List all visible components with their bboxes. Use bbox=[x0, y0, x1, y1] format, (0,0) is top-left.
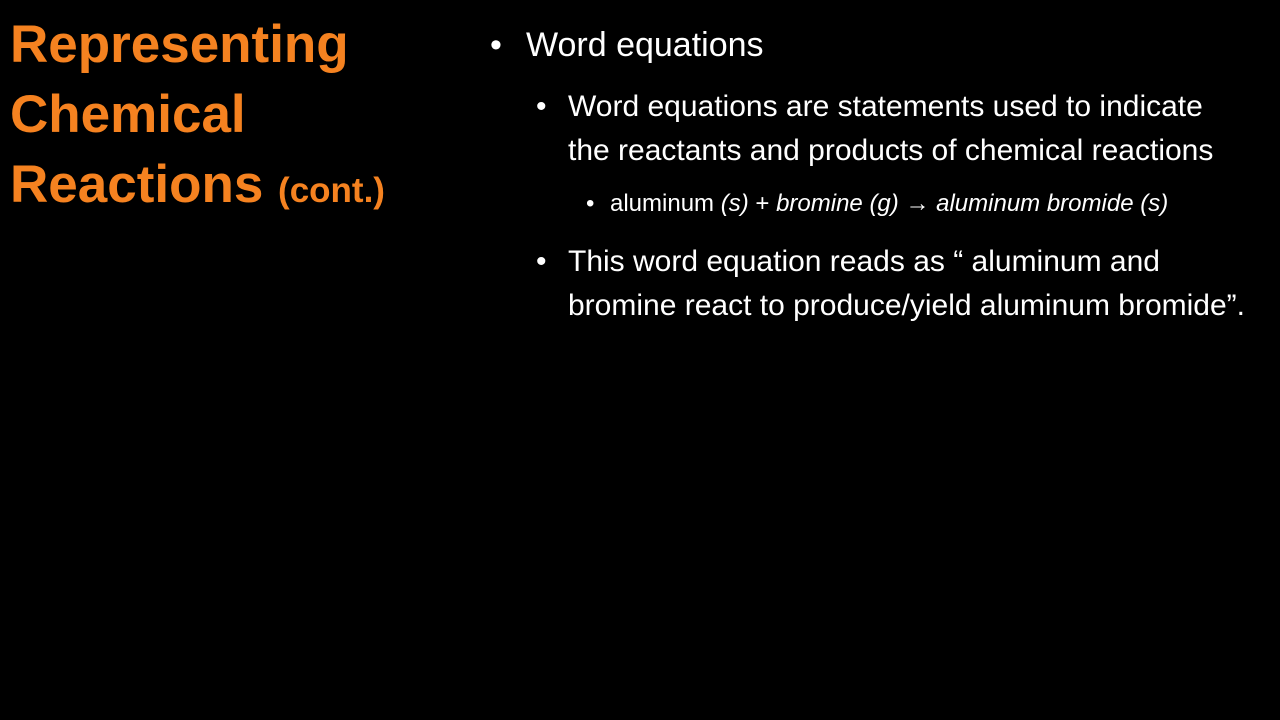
bullet-example-equation bbox=[586, 185, 1250, 223]
title-suffix: (cont.) bbox=[278, 171, 385, 210]
bullet-icon: • bbox=[536, 90, 547, 123]
example-arrow: → bbox=[905, 190, 930, 217]
title-line-3: Reactions bbox=[10, 155, 264, 214]
title-line-2: Chemical bbox=[10, 85, 246, 144]
example-reactant-2: bromine (g) bbox=[776, 190, 899, 217]
title-line-1: Representing bbox=[10, 15, 349, 74]
example-product: aluminum bromide (s) bbox=[936, 190, 1169, 217]
bullet-definition bbox=[536, 85, 1250, 173]
example-reactant-1: aluminum bbox=[610, 190, 715, 217]
bullet-text: Word equations are statements used to indicate the reactants and products of chemical reactions bbox=[568, 90, 1214, 167]
example-plus: + bbox=[755, 190, 770, 217]
bullet-icon: • bbox=[536, 245, 547, 278]
bullet-text: Word equations bbox=[526, 26, 764, 64]
bullet-text: This word equation reads as “ aluminum and bromine react to produce/yield aluminum bromide”. bbox=[568, 245, 1245, 322]
slide-title bbox=[10, 10, 460, 226]
bullet-icon: • bbox=[490, 26, 502, 64]
bullet-reading bbox=[536, 240, 1250, 328]
example-state-1: (s) bbox=[720, 190, 749, 217]
bullet-icon: • bbox=[586, 190, 595, 217]
bullet-word-equations bbox=[490, 22, 1250, 68]
slide-content bbox=[490, 22, 1250, 328]
